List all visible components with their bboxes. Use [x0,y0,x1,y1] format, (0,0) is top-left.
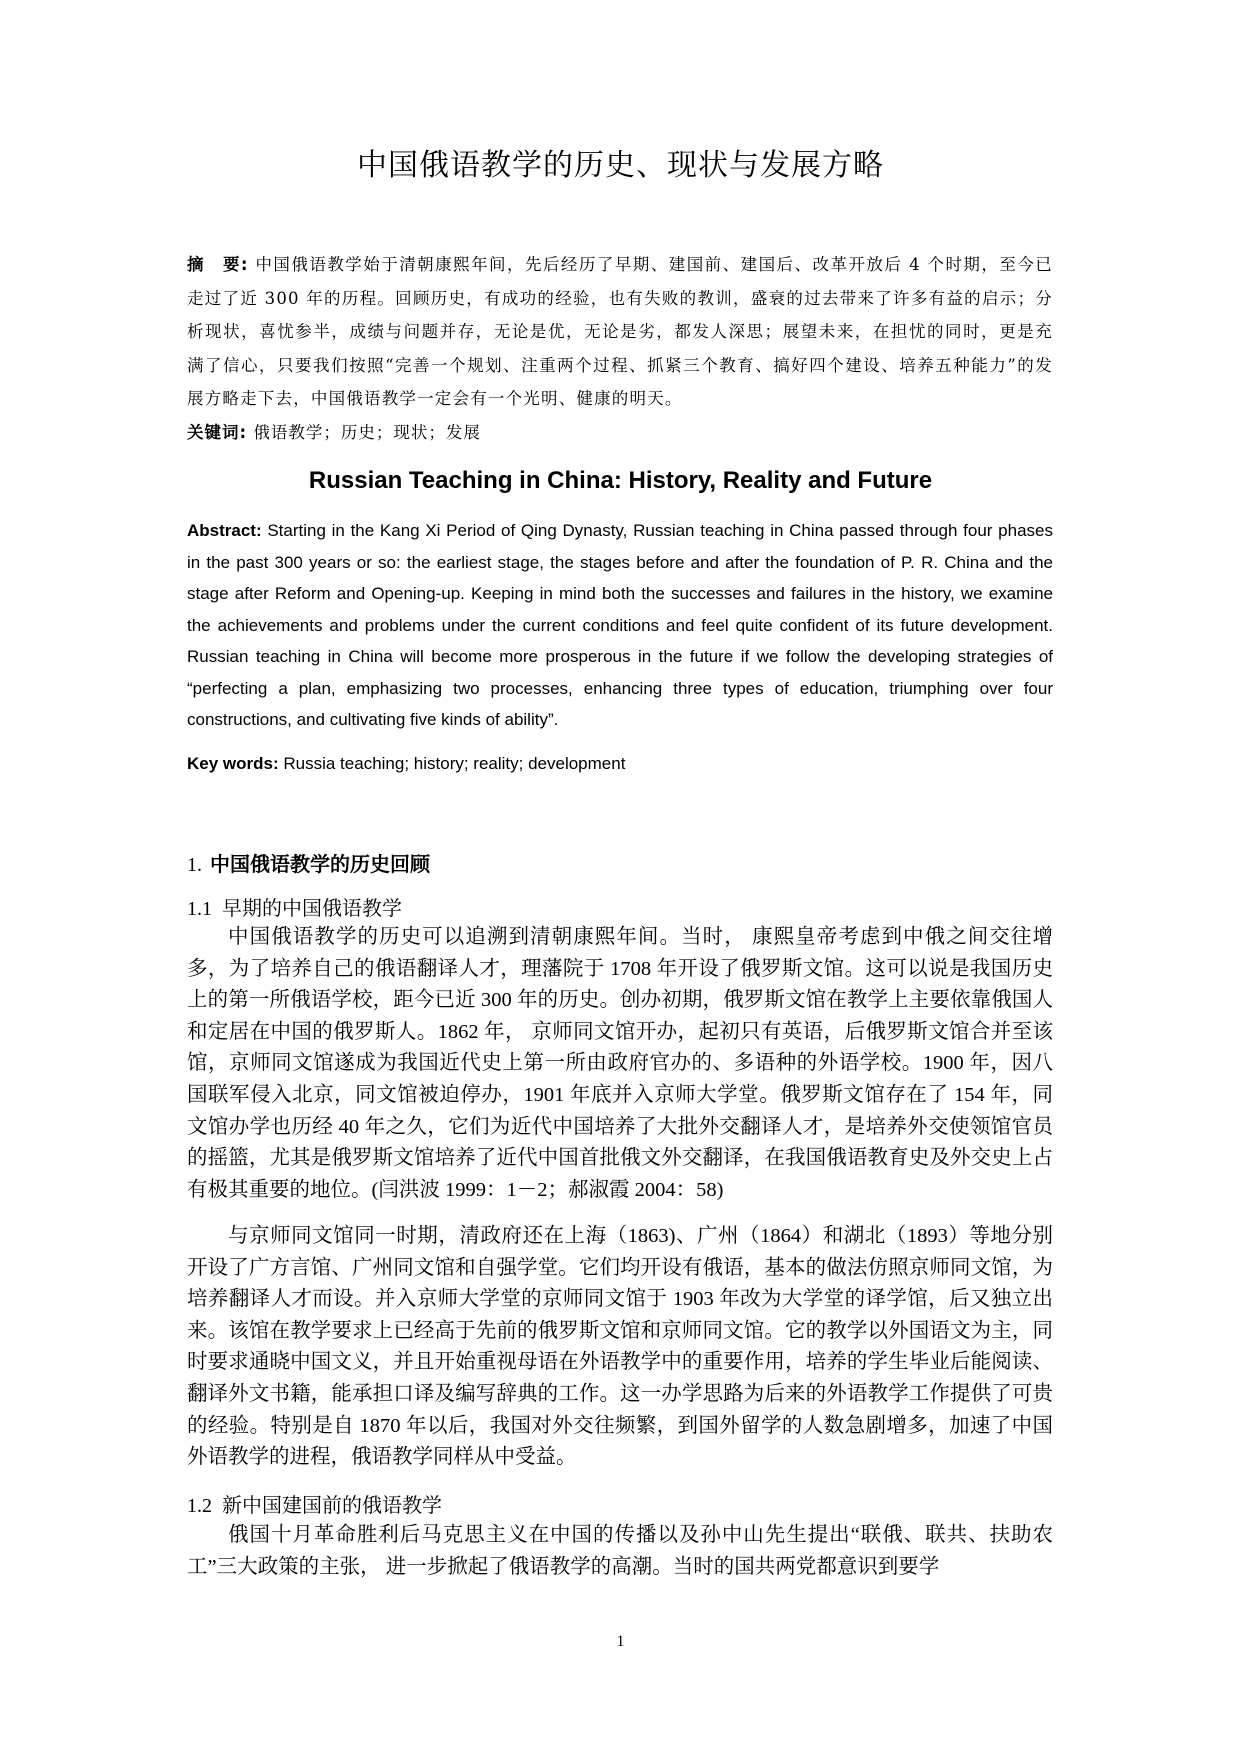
section-1-1-heading [187,892,1053,921]
section-1-2-number: 1.2 [187,1495,212,1517]
english-keywords-text: Russia teaching; history; reality; development [283,754,626,773]
body-paragraph-3: 俄国十月革命胜利后马克思主义在中国的传播以及孙中山先生提出“联俄、联共、扶助农工”三大政策的主张， 进一步掀起了俄语教学的高潮。当时的国共两党都意识到要学 [187,1524,1053,1578]
chinese-title: 中国俄语教学的历史、现状与发展方略 [357,148,884,183]
english-keywords [187,754,1053,774]
section-1-1-title: 早期的中国俄语教学 [222,898,402,920]
english-keywords-label: Key words: [187,754,279,773]
chinese-keywords-label: 关键词: [187,423,248,442]
page-number: 1 [616,1633,625,1650]
english-abstract [187,515,1053,736]
section-1-2-heading [187,1489,1053,1518]
english-title: Russian Teaching in China: History, Reality and Future [308,467,933,494]
chinese-abstract-text: 中国俄语教学始于清朝康熙年间，先后经历了早期、建国前、建国后、改革开放后 4 个时期，至今已走过了近 300 年的历程。回顾历史，有成功的经验，也有失败的教训，盛衰的过去带来了许多有益的启示；分析现状，喜忧参半，成绩与问题并存，无论是优，无论是劣，都发人深思；展望未来，在担忧的同时，更是充满了信心，只要我们按照“完善一个规划、注重两个过程、抓紧三个教育、搞好四个建设、培养五种能力”的发展方略走下去，中国俄语教学一定会有一个光明、健康的明天。 [187,255,1053,408]
section-1-number: 1. [187,854,202,876]
english-abstract-label: Abstract: [187,521,262,540]
body-paragraph-2: 与京师同文馆同一时期，清政府还在上海（1863)、广州（1864）和湖北（1893）等地分别开设了广方言馆、广州同文馆和自强学堂。它们均开设有俄语，基本的做法仿照京师同文馆，为培养翻译人才而设。并入京师大学堂的京师同文馆于 1903 年改为大学堂的译学馆，后又独立出来。该馆在教学要求上已经高于先前的俄罗斯文馆和京师同文馆。它的教学以外国语文为主，同时要求通晓中国文义，并且开始重视母语在外语教学中的重要作用，培养的学生毕业后能阅读、翻译外文书籍，能承担口译及编写辞典的工作。这一办学思路为后来的外语教学工作提供了可贵的经验。特别是自 1870 年以后，我国对外交往频繁，到国外留学的人数急剧增多，加速了中国外语教学的进程，俄语教学同样从中受益。 [187,1225,1053,1469]
section-1-2-title: 新中国建国前的俄语教学 [222,1495,442,1517]
chinese-abstract [187,248,1053,416]
chinese-keywords-text: 俄语教学；历史；现状；发展 [253,423,481,442]
section-1-1-number: 1.1 [187,898,212,920]
chinese-keywords [187,419,1053,443]
section-1-title: 中国俄语教学的历史回顾 [210,852,430,876]
english-abstract-text: Starting in the Kang Xi Period of Qing Dynasty, Russian teaching in China passed through four phases in the past 300 years or so: the earliest stage, the stages before and after the foundation of P. R. China and the stage after Reform and Opening-up. Keeping in mind both the successes and failures in the history, we examine the achievements and problems under the current conditions and feel quite confident of its future development. Russian teaching in China will become more prosperous in the future if we follow the developing strategies of “perfecting a plan, emphasizing two processes, enhancing three types of education, triumphing over four constructions, and cultivating five kinds of ability”. [187,521,1053,729]
section-1-heading [187,848,1053,877]
body-paragraph-1: 中国俄语教学的历史可以追溯到清朝康熙年间。当时， 康熙皇帝考虑到中俄之间交往增多，为了培养自己的俄语翻译人才，理藩院于 1708 年开设了俄罗斯文馆。这可以说是我国历史上的第一所俄语学校，距今已近 300 年的历史。创办初期，俄罗斯文馆在教学上主要依靠俄国人和定居在中国的俄罗斯人。1862 年， 京师同文馆开办，起初只有英语，后俄罗斯文馆合并至该馆，京师同文馆遂成为我国近代史上第一所由政府官办的、多语种的外语学校。1900 年，因八国联军侵入北京，同文馆被迫停办，1901 年底并入京师大学堂。俄罗斯文馆存在了 154 年，同文馆办学也历经 40 年之久，它们为近代中国培养了大批外交翻译人才，是培养外交使领馆官员的摇篮，尤其是俄罗斯文馆培养了近代中国首批俄文外交翻译，在我国俄语教育史及外交史上占有极其重要的地位。(闫洪波 1999：1－2；郝淑霞 2004：58) [187,926,1053,1201]
chinese-abstract-label: 摘 要: [187,255,249,274]
